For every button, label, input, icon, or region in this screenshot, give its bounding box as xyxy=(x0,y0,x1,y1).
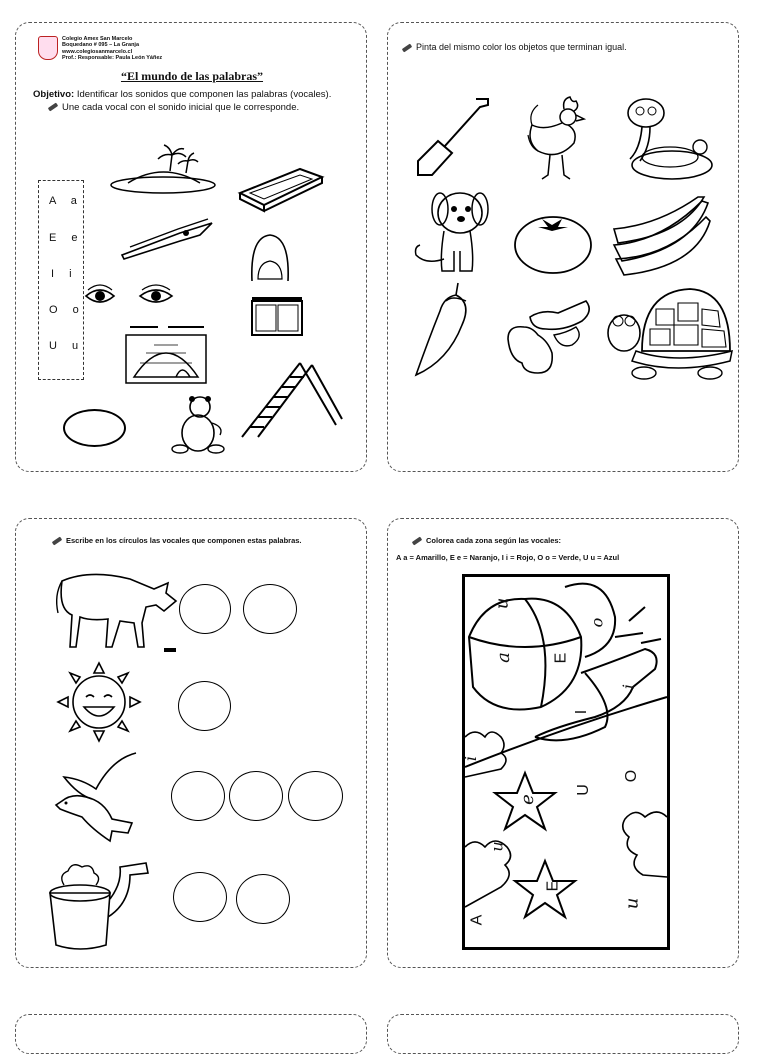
bananas-icon xyxy=(612,195,712,281)
school-address: Boquedano # 095 – La Granja xyxy=(62,42,140,49)
answer-circle[interactable] xyxy=(173,872,227,922)
school-teacher: Prof.: Responsable: Paula León Yáñez xyxy=(62,54,163,61)
tomato-icon xyxy=(512,211,594,275)
school-website: www.colegiosanmarcelo.cl xyxy=(62,48,133,55)
letter-u: u xyxy=(487,841,507,852)
worksheet-card-rhymes xyxy=(387,22,739,472)
letter-O: O xyxy=(623,769,641,783)
instruction-text: Escribe en los círculos las vocales que componen estas palabras. xyxy=(66,536,302,545)
worksheet-card-partial xyxy=(387,1014,739,1054)
letter-I: I xyxy=(573,709,591,715)
igloo-icon xyxy=(124,323,210,387)
instruction xyxy=(412,536,561,545)
turtle-coloring-drawing xyxy=(465,577,667,947)
turtle-icon xyxy=(606,285,736,385)
dog-icon xyxy=(410,185,490,277)
vowel-e: E e xyxy=(49,232,84,244)
vowel-o: O o xyxy=(49,304,85,316)
sun-icon xyxy=(54,659,144,745)
instruction-text: Pinta del mismo color los objetos que terminan igual. xyxy=(416,42,627,52)
answer-circle[interactable] xyxy=(229,771,283,821)
box-icon xyxy=(238,165,324,215)
objective-text: Identificar los sonidos que componen las palabras (vocales). xyxy=(76,89,332,100)
objective-label: Objetivo: xyxy=(33,89,75,100)
pliers-icon xyxy=(120,219,216,261)
vowel-u: U u xyxy=(49,340,85,352)
oval-icon xyxy=(63,409,126,447)
school-header xyxy=(62,36,162,61)
answer-circle[interactable] xyxy=(288,771,343,821)
cabinet-icon xyxy=(250,297,304,341)
letter-u: u xyxy=(491,597,513,610)
letter-i: i xyxy=(461,755,481,762)
instruction xyxy=(402,42,627,52)
letter-A: A xyxy=(468,914,486,926)
letter-a: a xyxy=(492,652,514,663)
answer-circle[interactable] xyxy=(178,681,231,731)
worksheet-card-partial xyxy=(15,1014,367,1054)
vowel-i: I i xyxy=(51,268,78,280)
pepper-icon xyxy=(412,281,478,377)
dove-icon xyxy=(52,749,138,845)
vowel-a: A a xyxy=(49,195,83,207)
answer-circle[interactable] xyxy=(171,771,225,821)
bear-icon xyxy=(168,393,228,455)
instruction-text: Une cada vocal con el sonido inicial que le corresponde. xyxy=(62,102,300,113)
letter-i: i xyxy=(619,683,639,690)
letter-E: E xyxy=(552,652,570,664)
instruction xyxy=(48,102,299,113)
island-icon xyxy=(108,141,218,196)
eyes-icon xyxy=(84,284,176,310)
objective xyxy=(33,89,331,100)
letter-u: u xyxy=(621,897,643,910)
snake-icon xyxy=(620,95,716,181)
color-legend: A a = Amarillo, E e = Naranjo, I i = Rojo, O o = Verde, U u = Azul xyxy=(396,553,620,562)
worksheet-card-write-vowels xyxy=(15,518,367,968)
letter-E: E xyxy=(544,880,562,892)
instruction xyxy=(52,536,302,545)
answer-circle[interactable] xyxy=(243,584,297,634)
letter-e: e xyxy=(516,794,538,805)
rooster-icon xyxy=(524,95,590,181)
school-name: Colegio Amex San Marcelo xyxy=(62,36,133,42)
nail-icon xyxy=(248,233,292,285)
worksheet-card-vowel-matching xyxy=(15,22,367,472)
letter-U: U xyxy=(574,784,592,796)
peanuts-icon xyxy=(502,289,594,379)
pencil-icon xyxy=(48,103,58,112)
answer-circle[interactable] xyxy=(236,874,290,924)
pencil-icon xyxy=(412,537,422,546)
worksheet-title: “El mundo de las palabras” xyxy=(120,69,264,83)
answer-circle[interactable] xyxy=(179,584,231,634)
pipe-icon xyxy=(46,853,152,953)
photo-credit xyxy=(164,648,176,652)
ladder-icon xyxy=(238,359,342,441)
letter-o: o xyxy=(587,617,607,628)
school-crest-icon xyxy=(38,36,58,60)
donkey-icon xyxy=(50,561,178,651)
shovel-icon xyxy=(414,95,498,179)
instruction-text: Colorea cada zona según las vocales: xyxy=(426,536,562,545)
pencil-icon xyxy=(402,43,412,52)
worksheet-card-color-by-vowel xyxy=(387,518,739,968)
pencil-icon xyxy=(52,537,62,546)
